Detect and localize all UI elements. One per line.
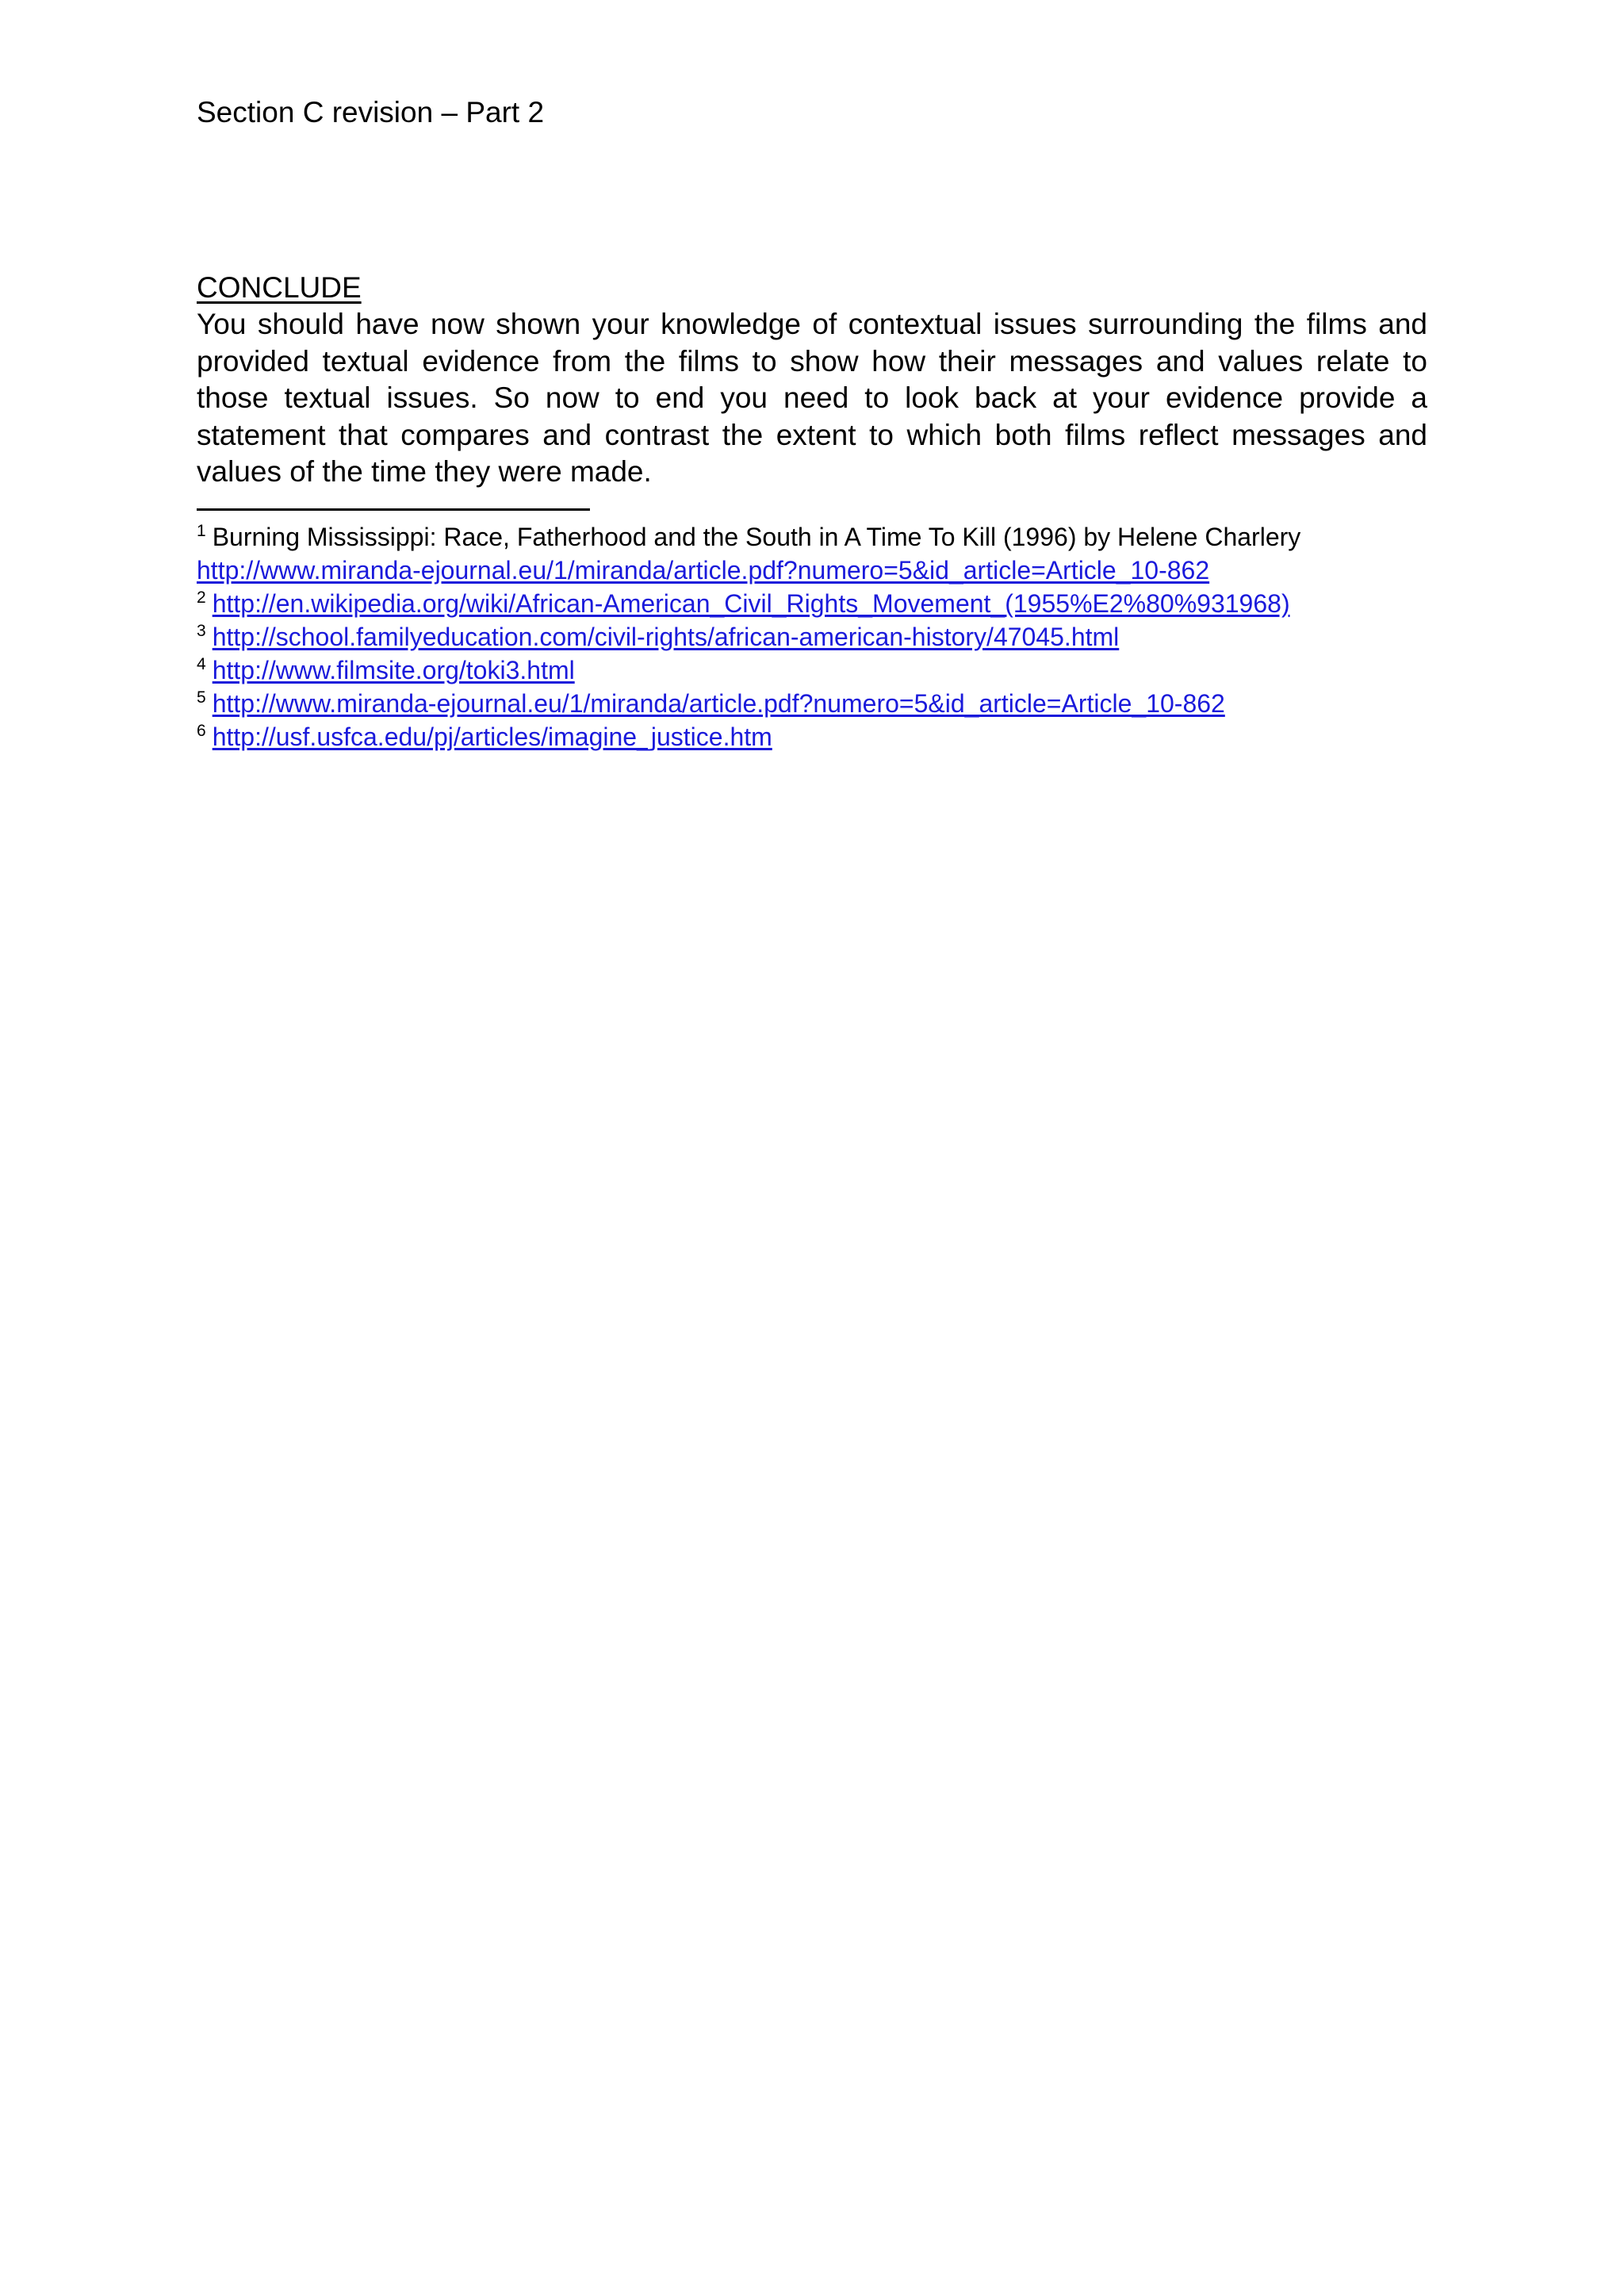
section-body-text: You should have now shown your knowledge of contextual issues surrounding the films and provided textual evidence from the films to show how their messages and values relate to those textual issues. So now to end you need to look back at your evidence provide a statement that compares and contrast the extent to which both films reflect messages and values of the time they were made. (197, 308, 1427, 488)
footnote-2 (197, 587, 1465, 620)
footnote-text: Burning Mississippi: Race, Fatherhood and the South in A Time To Kill (1996) by Helene Charlery (212, 523, 1301, 551)
footnote-1 (197, 520, 1465, 554)
footnote-number: 5 (197, 688, 206, 707)
footnote-link[interactable]: http://usf.usfca.edu/pj/articles/imagine_justice.htm (212, 723, 772, 751)
footnote-number: 3 (197, 622, 206, 640)
footnote-5 (197, 687, 1465, 720)
footnote-1-link-line (197, 554, 1465, 587)
footnote-link[interactable]: http://www.filmsite.org/toki3.html (212, 656, 575, 684)
footnote-link[interactable]: http://www.miranda-ejournal.eu/1/miranda/article.pdf?numero=5&id_article=Article_10-862 (212, 689, 1225, 718)
footnote-6 (197, 720, 1465, 753)
footnote-number: 4 (197, 655, 206, 673)
footnotes-list (197, 520, 1465, 753)
page-header-title: Section C revision – Part 2 (197, 96, 545, 128)
footnote-4 (197, 654, 1465, 687)
footnote-link[interactable]: http://en.wikipedia.org/wiki/African-American_Civil_Rights_Movement_(1955%E2%80%931968) (212, 589, 1290, 618)
footnote-3 (197, 620, 1465, 654)
section-heading: CONCLUDE (197, 271, 362, 304)
footnote-link[interactable]: http://school.familyeducation.com/civil-rights/african-american-history/47045.html (212, 623, 1120, 651)
footnote-number: 6 (197, 722, 206, 740)
footnote-separator (197, 508, 590, 511)
footnote-number: 1 (197, 522, 206, 540)
footnote-number: 2 (197, 588, 206, 607)
footnote-link[interactable]: http://www.miranda-ejournal.eu/1/miranda/article.pdf?numero=5&id_article=Article_10-862 (197, 556, 1210, 585)
